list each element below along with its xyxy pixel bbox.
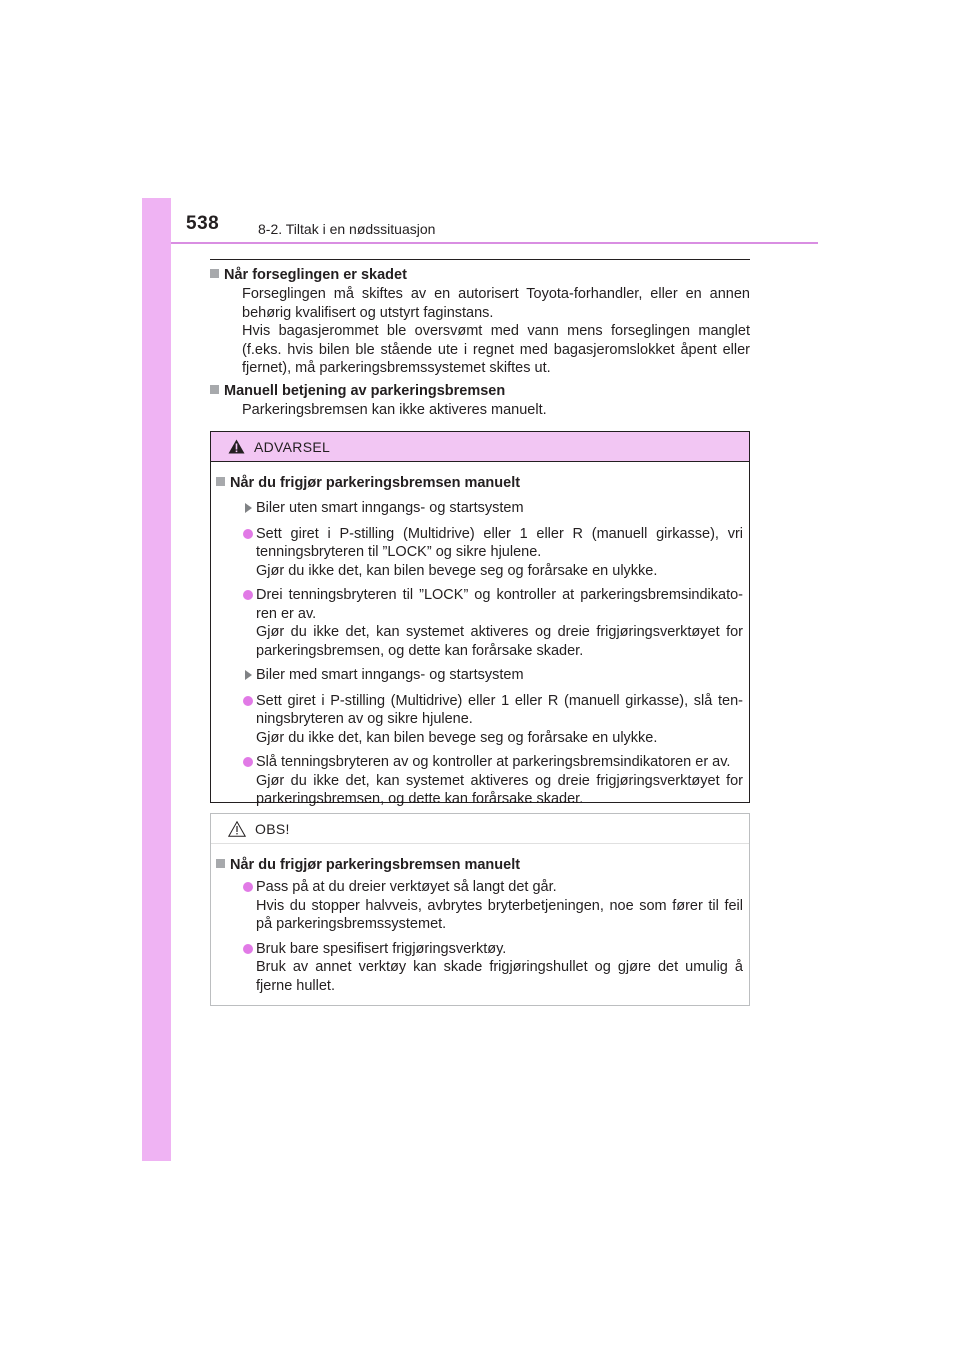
paragraph: Forseglingen må skiftes av en autorisert Toyota-forhandler, eller en annen behørig kvalifisert og utstyrt faginstans. [242, 286, 750, 321]
section-heading [210, 266, 750, 285]
notice-heading-text: Når du frigjør parkeringsbremsen manuelt [230, 857, 521, 873]
list-item [243, 586, 743, 660]
list-item [243, 692, 743, 748]
chapter-side-tab [142, 198, 171, 1161]
list-item-text: Gjør du ikke det, kan bilen bevege seg og forårsake en ulykke. [256, 729, 658, 746]
warning-title: ADVARSEL [254, 438, 331, 455]
list-item-text: Gjør du ikke det, kan systemet aktiveres og dreie frigjøringsverktøyet for parkeringsbremsen, og dette kan forårsake skader. [256, 772, 743, 807]
list-item-text: Drei tenningsbryteren til ”LOCK” og kontroller at parkeringsbremsindikato-ren er av. [256, 587, 743, 622]
square-marker-icon [216, 477, 225, 486]
arrow-marker-icon [245, 503, 252, 513]
list-item [243, 753, 743, 809]
warning-box [210, 431, 750, 807]
bullet-icon [243, 590, 253, 600]
header-rule [171, 242, 818, 244]
section-heading-text: Manuell betjening av parkeringsbremsen [224, 383, 506, 399]
section-seal-damaged [210, 266, 750, 378]
list-item-text: Pass på at du dreier verktøyet så langt det går. [256, 879, 557, 895]
paragraph: Parkeringsbremsen kan ikke aktiveres manuelt. [242, 402, 547, 418]
list-item-text: Sett giret i P-stilling (Multidrive) eller 1 eller R (manuell girkasse), slå ten-ningsbryteren av og sikre hjulene. [256, 692, 743, 727]
section-title: 8-2. Tiltak i en nødssituasjon [258, 221, 436, 237]
bullet-icon [243, 757, 253, 767]
paragraph: Hvis bagasjerommet ble oversvømt med vann mens forseglingen manglet (f.eks. hvis bilen ble stående ute i regnet med bagasjeromslokket åpent eller fjernet), må parkeringsbremssystemet skiftes ut. [242, 323, 750, 376]
list-item-text: Gjør du ikke det, kan systemet aktiveres og dreie frigjøringsverktøyet for parkeringsbremsen, og dette kan forårsake skader. [256, 624, 743, 659]
bullet-icon [243, 882, 253, 892]
page-number: 538 [186, 213, 220, 234]
list-item-text: Bruk bare spesifisert frigjøringsverktøy. [256, 940, 507, 957]
list-item-text: Bruk av annet verktøy kan skade frigjøringshullet og gjøre det umulig å fjerne hullet. [256, 959, 743, 994]
list-item-text: Gjør du ikke det, kan bilen bevege seg og forårsake en ulykke. [256, 562, 658, 579]
warning-triangle-icon [228, 439, 245, 454]
list-item-text: Biler med smart inngangs- og startsystem [256, 667, 524, 683]
list-item [243, 666, 743, 686]
warning-heading-text: Når du frigjør parkeringsbremsen manuelt [230, 475, 521, 491]
section-manual-operation [210, 382, 750, 420]
warning-heading [216, 474, 743, 493]
bullet-icon [243, 529, 253, 539]
list-item-text: Sett giret i P-stilling (Multidrive) eller 1 eller R (manuell girkasse), vri tenningsbryteren til ”LOCK” og sikre hjulene. [256, 525, 743, 560]
list-item-text: Biler uten smart inngangs- og startsystem [256, 500, 524, 516]
section-heading [210, 382, 750, 401]
list-item [243, 499, 743, 519]
list-item [243, 878, 743, 934]
notice-header [211, 814, 749, 844]
list-item-text: Slå tenningsbryteren av og kontroller at parkeringsbremsindikatoren er av. [256, 754, 731, 770]
content-top-rule [210, 259, 750, 260]
list-item [243, 940, 743, 996]
list-item-text: Hvis du stopper halvveis, avbrytes bryterbetjeningen, noe som fører til feil på parkeringsbremssystemet. [256, 897, 743, 932]
notice-title: OBS! [255, 820, 290, 837]
notice-heading [216, 856, 743, 875]
square-marker-icon [216, 859, 225, 868]
section-heading-text: Når forseglingen er skadet [224, 267, 407, 283]
square-marker-icon [210, 385, 219, 394]
bullet-icon [243, 696, 253, 706]
arrow-marker-icon [245, 670, 252, 680]
bullet-icon [243, 944, 253, 954]
notice-box [210, 813, 750, 1006]
warning-header [211, 432, 749, 462]
square-marker-icon [210, 269, 219, 278]
caution-triangle-icon [228, 821, 246, 837]
list-item [243, 525, 743, 581]
